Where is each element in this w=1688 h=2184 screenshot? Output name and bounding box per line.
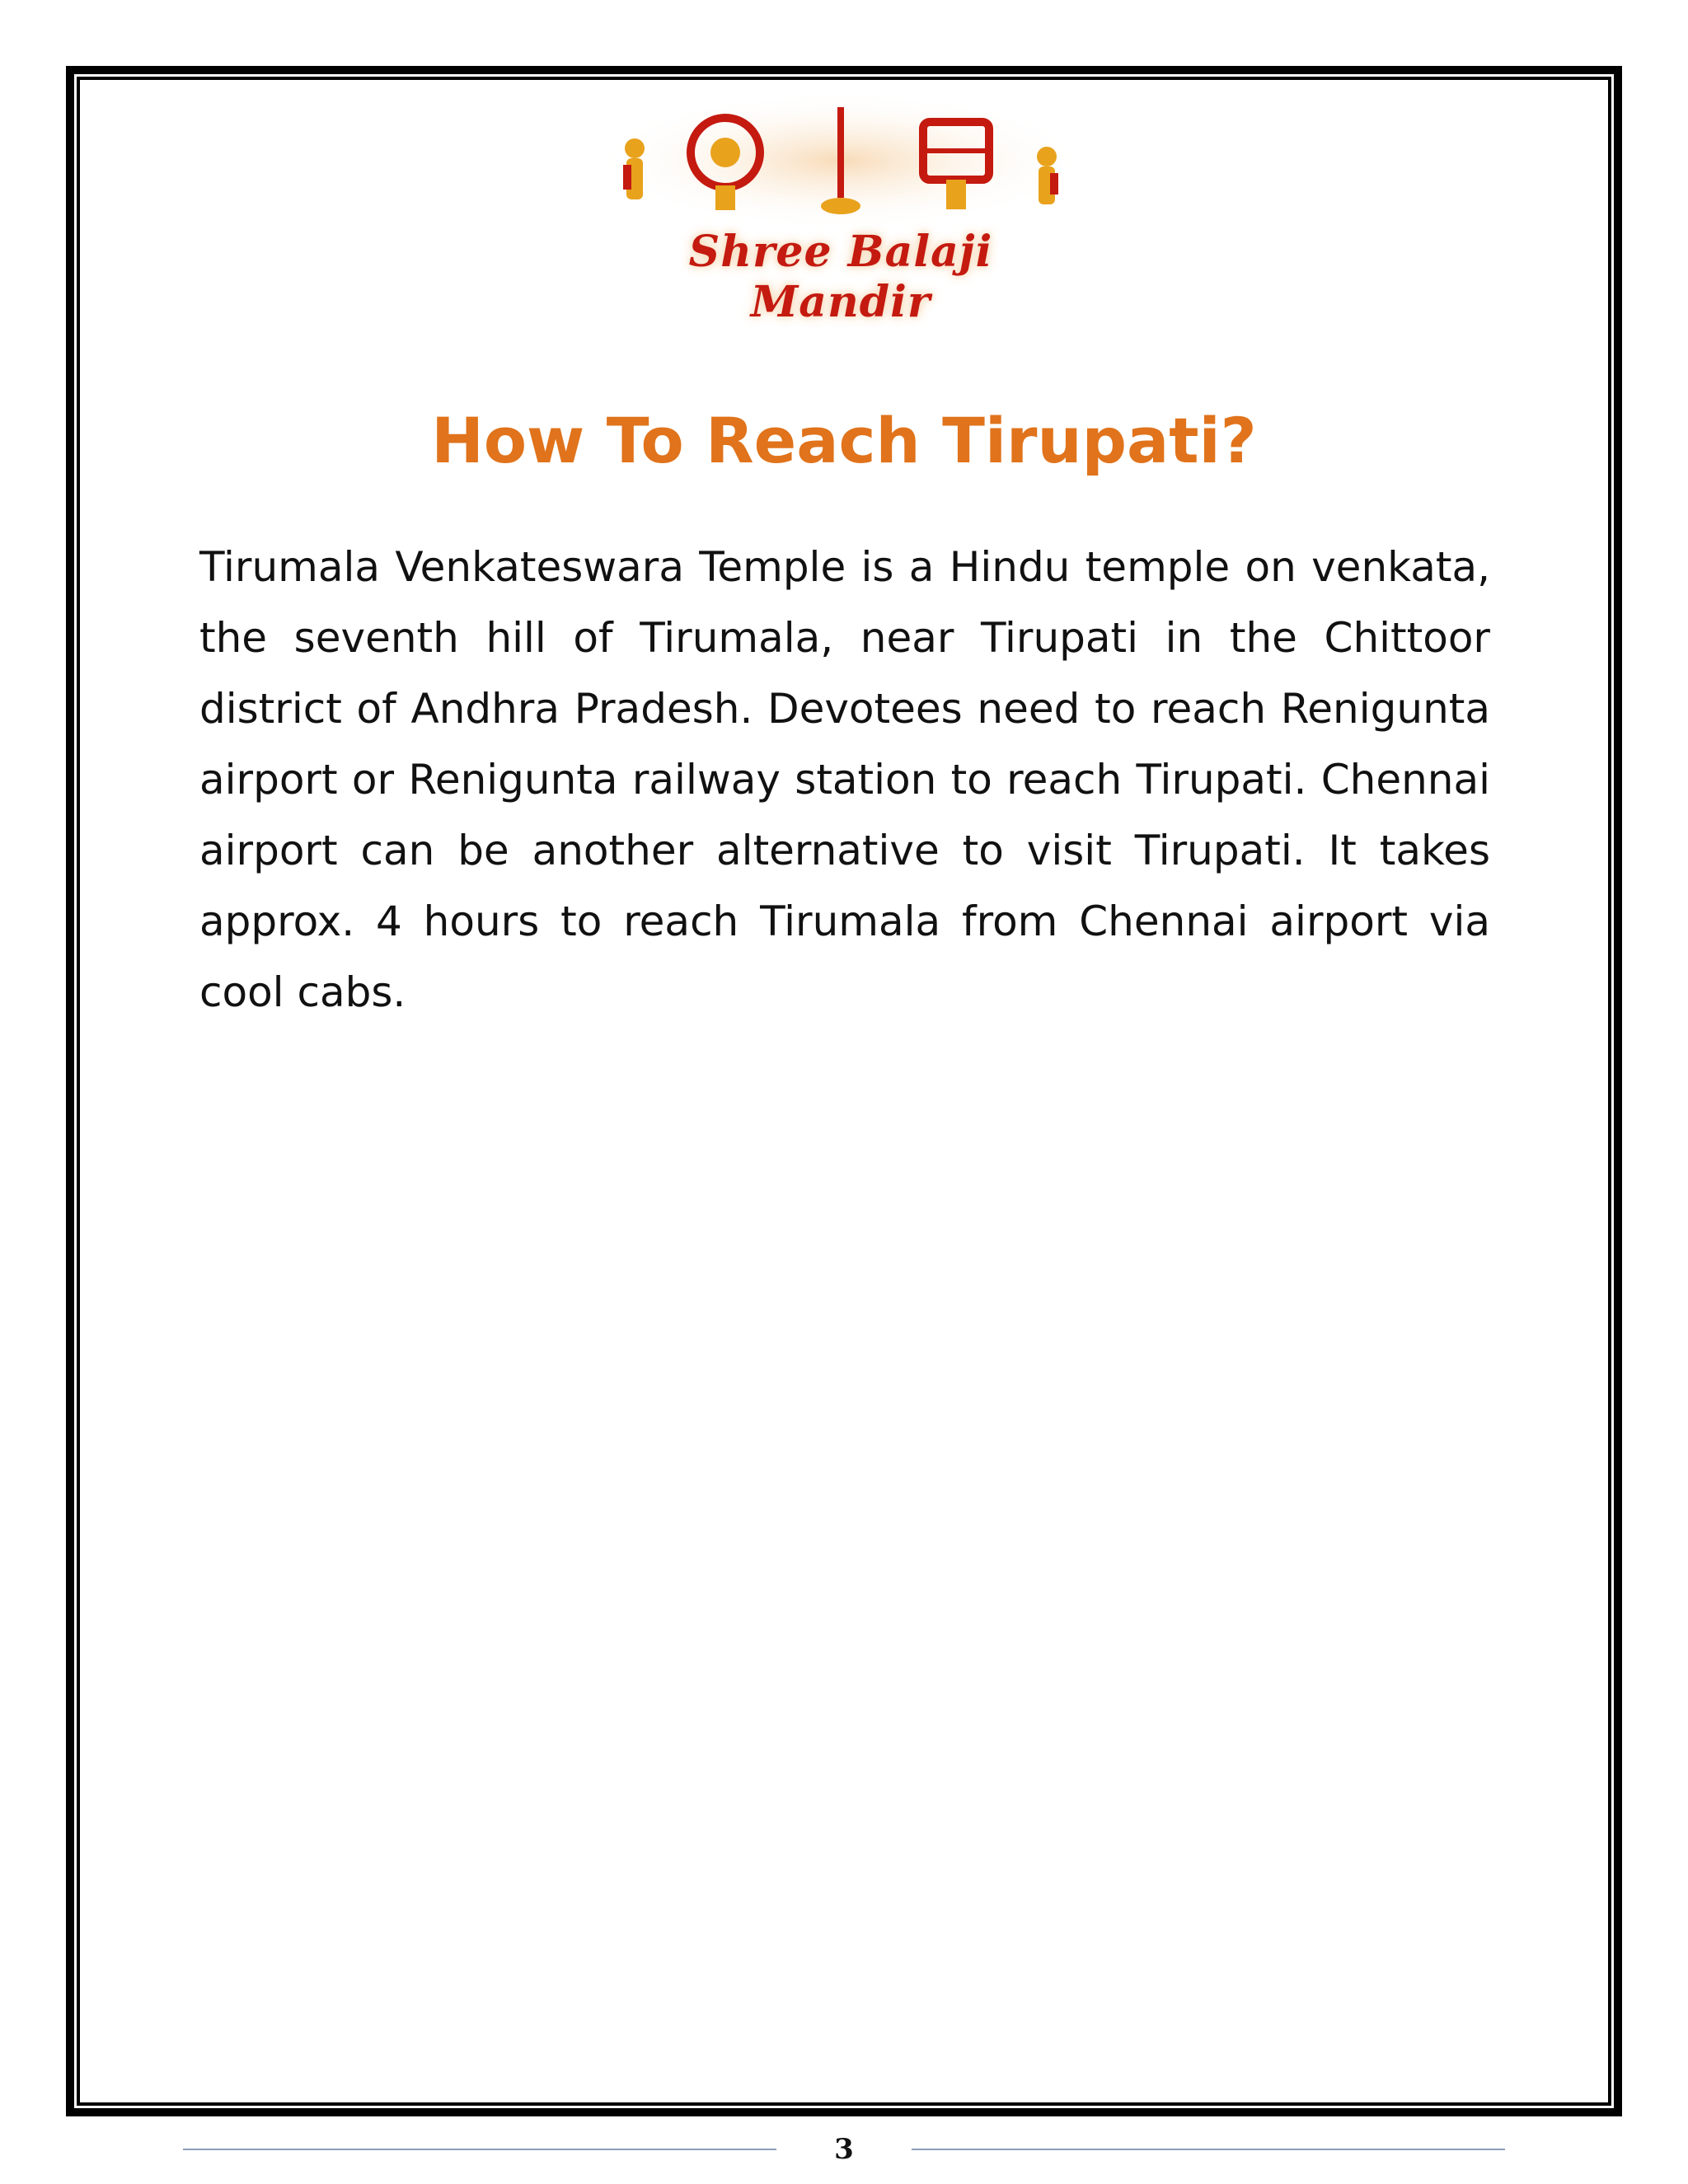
- logo-text: Shree Balaji Mandir: [688, 227, 993, 327]
- logo-emblem: [593, 91, 1088, 231]
- page-number: 3: [834, 2133, 854, 2166]
- page-border-inner: [77, 77, 1611, 2106]
- page-heading: How To Reach Tirupati?: [431, 404, 1257, 477]
- shree-balaji-mandir-logo: [593, 91, 1088, 327]
- footer-rule-left: [183, 2149, 776, 2150]
- footer-rule-right: [912, 2149, 1505, 2150]
- body-paragraph: Tirumala Venkateswara Temple is a Hindu temple on venkata, the seventh hill of Tirumala, near Tirupati in the Chittoor district of Andhra Pradesh. Devotees need to reach Renigunta airport or Renigunta railway station to reach Tirupati. Chennai airport can be another alternative to visit Tirupati. It takes approx. 4 hours to reach Tirumala from Chennai airport via cool cabs.: [199, 543, 1490, 1016]
